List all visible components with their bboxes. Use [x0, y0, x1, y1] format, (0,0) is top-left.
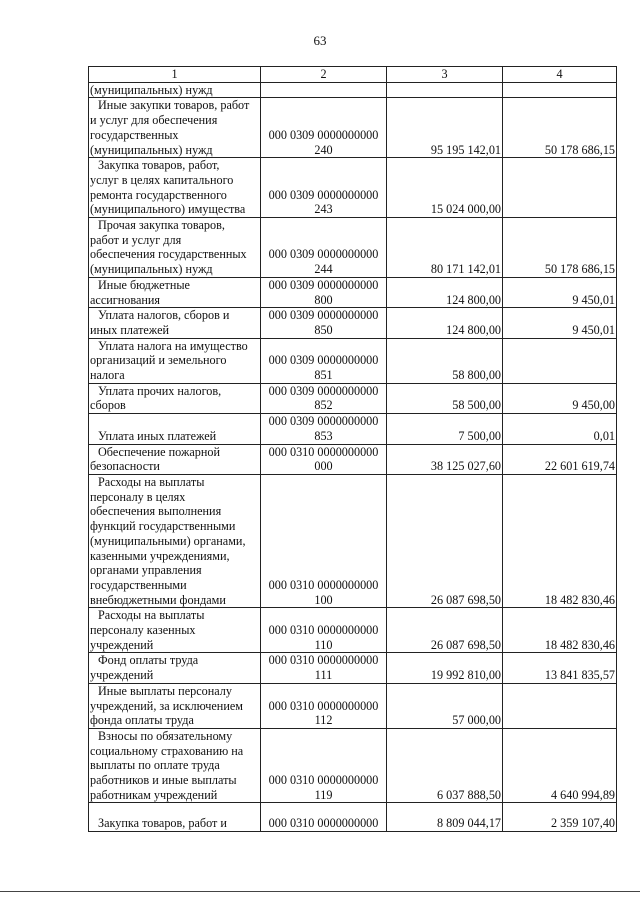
row-description — [89, 653, 261, 683]
column-header: 3 — [387, 67, 503, 83]
column-header: 2 — [261, 67, 387, 83]
description-line: учреждений — [90, 668, 154, 683]
row-description — [89, 474, 261, 607]
description-line: ремонта государственного — [90, 187, 227, 202]
amount-col4 — [503, 683, 617, 728]
budget-code — [261, 277, 387, 307]
description-line: персоналу казенных — [90, 623, 196, 638]
budget-code-line: 850 — [314, 322, 333, 337]
budget-code-line: 000 0310 0000000000 — [268, 816, 379, 831]
budget-code-line: 244 — [314, 262, 333, 277]
budget-code-line: 119 — [314, 787, 333, 802]
amount-col4: 9 450,01 — [503, 277, 617, 307]
budget-code-line: 112 — [314, 713, 333, 728]
table-row — [89, 683, 617, 728]
table-spacer-row — [89, 803, 617, 817]
description-line: Расходы на выплаты — [98, 474, 205, 489]
amount-col4 — [503, 338, 617, 383]
description-line: органами управления — [90, 563, 202, 578]
description-line: Иные бюджетные — [98, 277, 190, 292]
budget-code — [261, 683, 387, 728]
row-description — [89, 82, 261, 98]
budget-code-line: 000 0310 0000000000 — [268, 698, 379, 713]
amount-col4: 50 178 686,15 — [503, 218, 617, 278]
description-line: Расходы на выплаты — [98, 608, 205, 623]
description-line: Взносы по обязательному — [98, 728, 233, 743]
description-line: фонда оплаты труда — [90, 713, 194, 728]
budget-code — [261, 608, 387, 653]
budget-code-line: 240 — [314, 142, 333, 157]
description-line: обеспечения выполнения — [90, 504, 222, 519]
budget-code-line: 111 — [314, 668, 333, 683]
row-description — [89, 728, 261, 803]
description-line: Уплата налогов, сборов и — [98, 308, 230, 323]
table-header-row — [89, 67, 617, 83]
amount-col4: 22 601 619,74 — [503, 444, 617, 474]
description-line: (муниципального) имущества — [90, 202, 246, 217]
table-row — [89, 653, 617, 683]
table-row — [89, 82, 617, 98]
budget-code-line: 000 0309 0000000000 — [268, 187, 379, 202]
description-line: Иные выплаты персоналу — [98, 683, 232, 698]
amount-col4 — [503, 82, 617, 98]
budget-code-line: 000 0309 0000000000 — [268, 277, 379, 292]
table-row — [89, 608, 617, 653]
row-description — [89, 158, 261, 218]
row-description — [89, 277, 261, 307]
budget-code — [261, 338, 387, 383]
description-line: казенными учреждениями, — [90, 548, 230, 563]
description-line: работникам учреждений — [90, 787, 218, 802]
budget-code-line: 852 — [314, 398, 333, 413]
budget-code — [261, 383, 387, 413]
description-line: функций государственными — [90, 519, 236, 534]
description-line: Уплата иных платежей — [98, 428, 217, 443]
description-line: выплаты по оплате труда — [90, 758, 220, 773]
amount-col3: 57 000,00 — [387, 683, 503, 728]
budget-code-line: 000 0310 0000000000 — [268, 623, 379, 638]
row-description — [89, 98, 261, 158]
description-line: сборов — [90, 398, 126, 413]
description-line: Прочая закупка товаров, — [98, 218, 225, 233]
amount-col4: 2 359 107,40 — [503, 816, 617, 831]
row-description — [89, 218, 261, 278]
description-line: Уплата налога на имущество — [98, 338, 248, 353]
description-line: работников и иные выплаты — [90, 773, 237, 788]
column-header: 4 — [503, 67, 617, 83]
budget-code-line: 000 0309 0000000000 — [268, 308, 379, 323]
budget-code — [261, 308, 387, 338]
budget-table-body — [89, 67, 617, 832]
description-line: Закупка товаров, работ, — [98, 158, 220, 173]
budget-code — [261, 728, 387, 803]
budget-code — [261, 653, 387, 683]
description-line: государственными — [90, 577, 187, 592]
amount-col3: 26 087 698,50 — [387, 474, 503, 607]
budget-code-line: 100 — [314, 592, 333, 607]
description-line: внебюджетными фондами — [90, 592, 226, 607]
budget-code-line: 000 0309 0000000000 — [268, 247, 379, 262]
budget-code — [261, 98, 387, 158]
budget-code-line: 000 0309 0000000000 — [268, 414, 379, 429]
description-line: организаций и земельного — [90, 353, 227, 368]
row-description — [89, 444, 261, 474]
budget-code-line: 000 0310 0000000000 — [268, 773, 379, 788]
table-row — [89, 444, 617, 474]
budget-code-line: 000 0309 0000000000 — [268, 383, 379, 398]
description-line: услуг в целях капитального — [90, 172, 234, 187]
description-line: Закупка товаров, работ и — [98, 816, 227, 831]
amount-col3: 15 024 000,00 — [387, 158, 503, 218]
budget-code-line: 000 — [314, 459, 333, 474]
description-line: (муниципальных) нужд — [90, 142, 213, 157]
description-line: учреждений, за исключением — [90, 698, 243, 713]
description-line: государственных — [90, 127, 179, 142]
amount-col3: 8 809 044,17 — [387, 816, 503, 831]
table-row — [89, 474, 617, 607]
spacer-cell — [387, 803, 503, 817]
row-description — [89, 816, 261, 831]
budget-code-line: 851 — [314, 368, 333, 383]
amount-col4: 0,01 — [503, 414, 617, 444]
row-description — [89, 414, 261, 444]
budget-code-line: 853 — [314, 428, 333, 443]
page-number: 63 — [313, 33, 327, 48]
amount-col4: 18 482 830,46 — [503, 608, 617, 653]
description-line: безопасности — [90, 459, 160, 474]
description-line: налога — [90, 368, 125, 383]
row-description — [89, 608, 261, 653]
budget-table — [88, 66, 617, 832]
amount-col4: 18 482 830,46 — [503, 474, 617, 607]
description-line: работ и услуг для — [90, 232, 182, 247]
description-line: персоналу в целях — [90, 489, 186, 504]
amount-col3: 26 087 698,50 — [387, 608, 503, 653]
description-line: Иные закупки товаров, работ — [98, 98, 250, 113]
amount-col3: 6 037 888,50 — [387, 728, 503, 803]
budget-code-line: 000 0310 0000000000 — [268, 444, 379, 459]
row-description — [89, 308, 261, 338]
spacer-cell — [89, 803, 261, 817]
table-row — [89, 218, 617, 278]
column-header: 1 — [89, 67, 261, 83]
amount-col4: 13 841 835,57 — [503, 653, 617, 683]
budget-code-line: 110 — [314, 637, 333, 652]
budget-code — [261, 82, 387, 98]
budget-code — [261, 474, 387, 607]
budget-code-line: 000 0309 0000000000 — [268, 353, 379, 368]
table-row — [89, 383, 617, 413]
budget-code — [261, 816, 387, 831]
spacer-cell — [261, 803, 387, 817]
budget-code — [261, 218, 387, 278]
amount-col3: 95 195 142,01 — [387, 98, 503, 158]
table-row — [89, 816, 617, 831]
amount-col3: 124 800,00 — [387, 308, 503, 338]
budget-code-line: 800 — [314, 292, 333, 307]
description-line: социальному страхованию на — [90, 743, 244, 758]
budget-code-line: 000 0310 0000000000 — [268, 653, 379, 668]
table-row — [89, 98, 617, 158]
description-line: обеспечения государственных — [90, 247, 247, 262]
description-line: учреждений — [90, 637, 154, 652]
amount-col3: 124 800,00 — [387, 277, 503, 307]
description-line: (муниципальных) нужд — [90, 262, 213, 277]
description-line: Обеспечение пожарной — [98, 444, 221, 459]
amount-col4: 4 640 994,89 — [503, 728, 617, 803]
budget-code — [261, 158, 387, 218]
budget-code-line: 000 0310 0000000000 — [268, 577, 379, 592]
table-row — [89, 277, 617, 307]
amount-col3: 7 500,00 — [387, 414, 503, 444]
row-description — [89, 338, 261, 383]
amount-col3: 80 171 142,01 — [387, 218, 503, 278]
page-bottom-rule — [0, 891, 640, 892]
row-description — [89, 683, 261, 728]
amount-col3: 38 125 027,60 — [387, 444, 503, 474]
description-line: иных платежей — [90, 322, 169, 337]
budget-code — [261, 444, 387, 474]
budget-code-line: 243 — [314, 202, 333, 217]
table-row — [89, 728, 617, 803]
row-description — [89, 383, 261, 413]
amount-col4: 9 450,00 — [503, 383, 617, 413]
amount-col3: 58 500,00 — [387, 383, 503, 413]
amount-col3: 19 992 810,00 — [387, 653, 503, 683]
table-row — [89, 158, 617, 218]
amount-col3: 58 800,00 — [387, 338, 503, 383]
budget-code — [261, 414, 387, 444]
description-line: Фонд оплаты труда — [98, 653, 199, 668]
description-line: ассигнования — [90, 292, 161, 307]
description-line: (муниципальных) нужд — [90, 82, 213, 97]
table-row — [89, 338, 617, 383]
description-line: Уплата прочих налогов, — [98, 383, 222, 398]
amount-col4: 9 450,01 — [503, 308, 617, 338]
amount-col3 — [387, 82, 503, 98]
budget-code-line: 000 0309 0000000000 — [268, 127, 379, 142]
spacer-cell — [503, 803, 617, 817]
amount-col4: 50 178 686,15 — [503, 98, 617, 158]
table-row — [89, 308, 617, 338]
description-line: и услуг для обеспечения — [90, 113, 218, 128]
amount-col4 — [503, 158, 617, 218]
description-line: (муниципальными) органами, — [90, 533, 246, 548]
table-row — [89, 414, 617, 444]
